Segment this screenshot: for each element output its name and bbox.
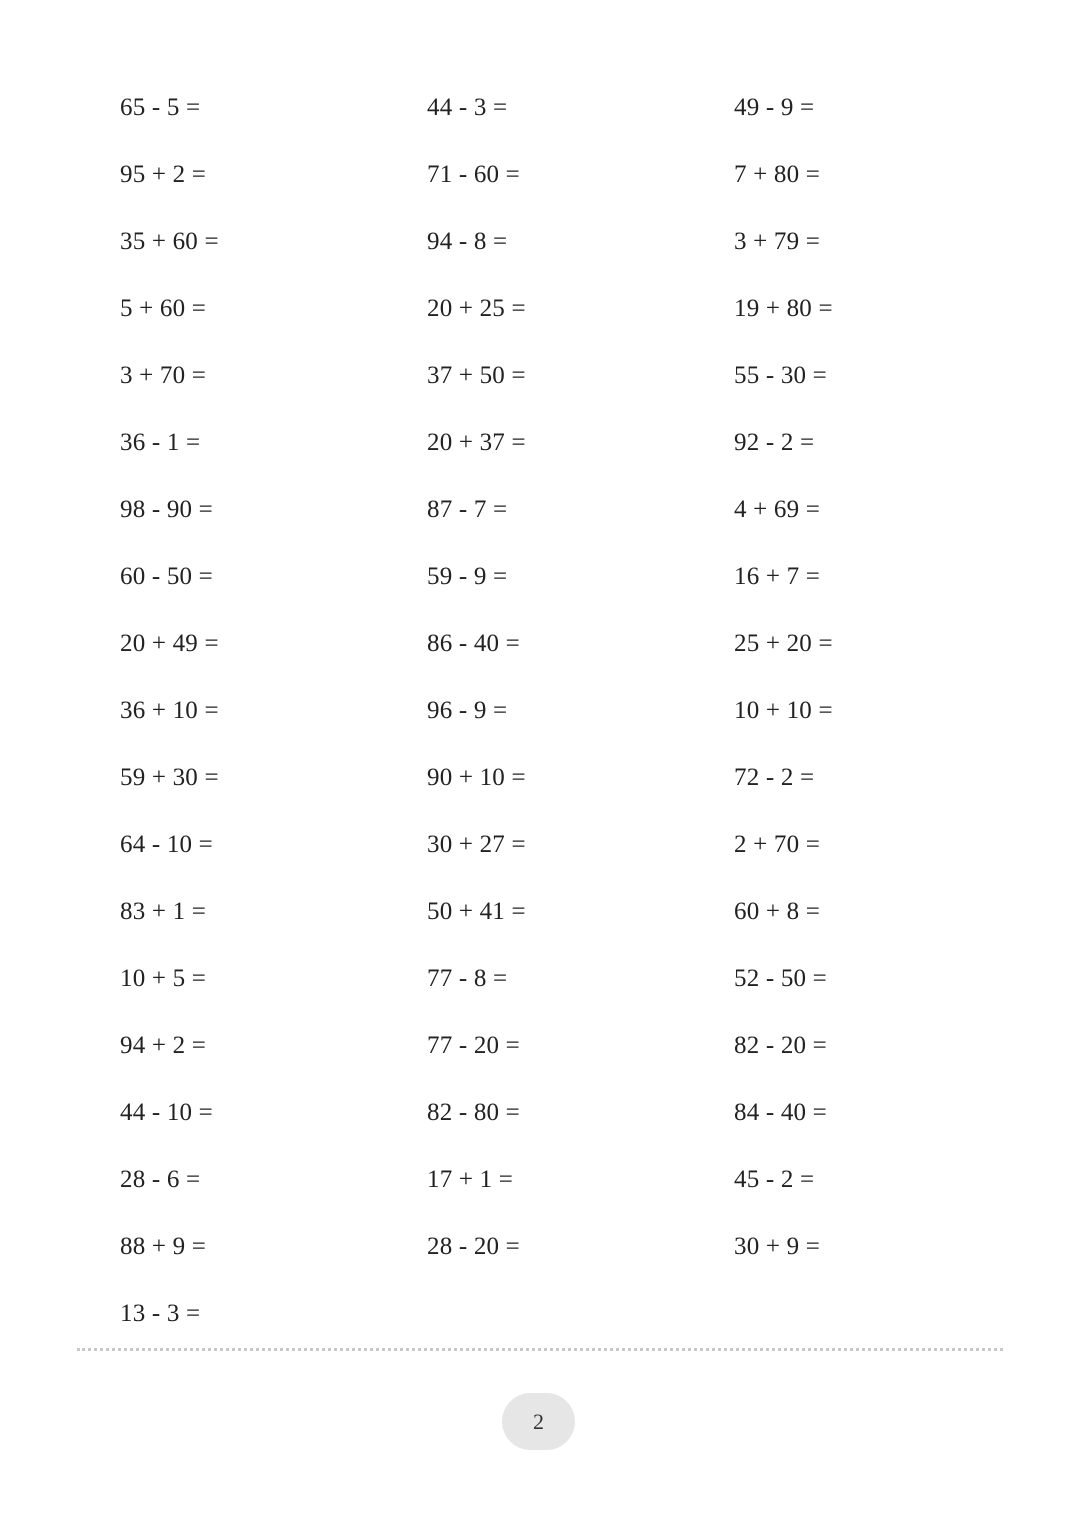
math-problem: 60 + 8 =: [734, 898, 821, 925]
math-problem: 30 + 27 =: [427, 831, 526, 858]
math-problem: 37 + 50 =: [427, 362, 526, 389]
math-problem: 50 + 41 =: [427, 898, 526, 925]
math-problem: 55 - 30 =: [734, 362, 827, 389]
math-problem: 59 + 30 =: [120, 764, 219, 791]
math-problem: 92 - 2 =: [734, 429, 815, 456]
math-problem: 88 + 9 =: [120, 1233, 207, 1260]
math-problem: 35 + 60 =: [120, 228, 219, 255]
math-problem: 28 - 6 =: [120, 1166, 201, 1193]
math-problem: 65 - 5 =: [120, 94, 201, 121]
math-problem: 45 - 2 =: [734, 1166, 815, 1193]
math-problem: 10 + 10 =: [734, 697, 833, 724]
math-problem: 64 - 10 =: [120, 831, 213, 858]
math-problem: 4 + 69 =: [734, 496, 821, 523]
math-problem: 84 - 40 =: [734, 1099, 827, 1126]
math-problem: 87 - 7 =: [427, 496, 508, 523]
math-problem: 7 + 80 =: [734, 161, 821, 188]
math-problem: 98 - 90 =: [120, 496, 213, 523]
math-problem: 71 - 60 =: [427, 161, 520, 188]
math-problem: 36 - 1 =: [120, 429, 201, 456]
math-problem: 95 + 2 =: [120, 161, 207, 188]
math-problem: 36 + 10 =: [120, 697, 219, 724]
math-problem: 28 - 20 =: [427, 1233, 520, 1260]
math-problem: 44 - 10 =: [120, 1099, 213, 1126]
math-problem: 20 + 25 =: [427, 295, 526, 322]
math-problem: 19 + 80 =: [734, 295, 833, 322]
math-problem: 20 + 49 =: [120, 630, 219, 657]
math-problem: 90 + 10 =: [427, 764, 526, 791]
dotted-divider: [77, 1348, 1003, 1351]
math-problem: 17 + 1 =: [427, 1166, 514, 1193]
math-problem: 72 - 2 =: [734, 764, 815, 791]
math-problem: 60 - 50 =: [120, 563, 213, 590]
math-problem: 59 - 9 =: [427, 563, 508, 590]
math-problem: 10 + 5 =: [120, 965, 207, 992]
math-problem: 13 - 3 =: [120, 1300, 201, 1327]
math-problem: 94 - 8 =: [427, 228, 508, 255]
math-problem: 83 + 1 =: [120, 898, 207, 925]
math-problem: 20 + 37 =: [427, 429, 526, 456]
math-problem: 44 - 3 =: [427, 94, 508, 121]
math-problem: 5 + 60 =: [120, 295, 207, 322]
math-problem: 94 + 2 =: [120, 1032, 207, 1059]
math-problem: 2 + 70 =: [734, 831, 821, 858]
math-problem: 77 - 8 =: [427, 965, 508, 992]
math-problem: 25 + 20 =: [734, 630, 833, 657]
math-problem: 49 - 9 =: [734, 94, 815, 121]
math-problem: 96 - 9 =: [427, 697, 508, 724]
page-number: 2: [533, 1408, 544, 1434]
math-problem: 3 + 79 =: [734, 228, 821, 255]
math-problem: 86 - 40 =: [427, 630, 520, 657]
math-problem: 82 - 80 =: [427, 1099, 520, 1126]
math-problem: 77 - 20 =: [427, 1032, 520, 1059]
math-problem: 30 + 9 =: [734, 1233, 821, 1260]
math-problem: 16 + 7 =: [734, 563, 821, 590]
math-problem: 82 - 20 =: [734, 1032, 827, 1059]
math-problem: 3 + 70 =: [120, 362, 207, 389]
page-number-badge: [502, 1393, 575, 1450]
math-problem: 52 - 50 =: [734, 965, 827, 992]
